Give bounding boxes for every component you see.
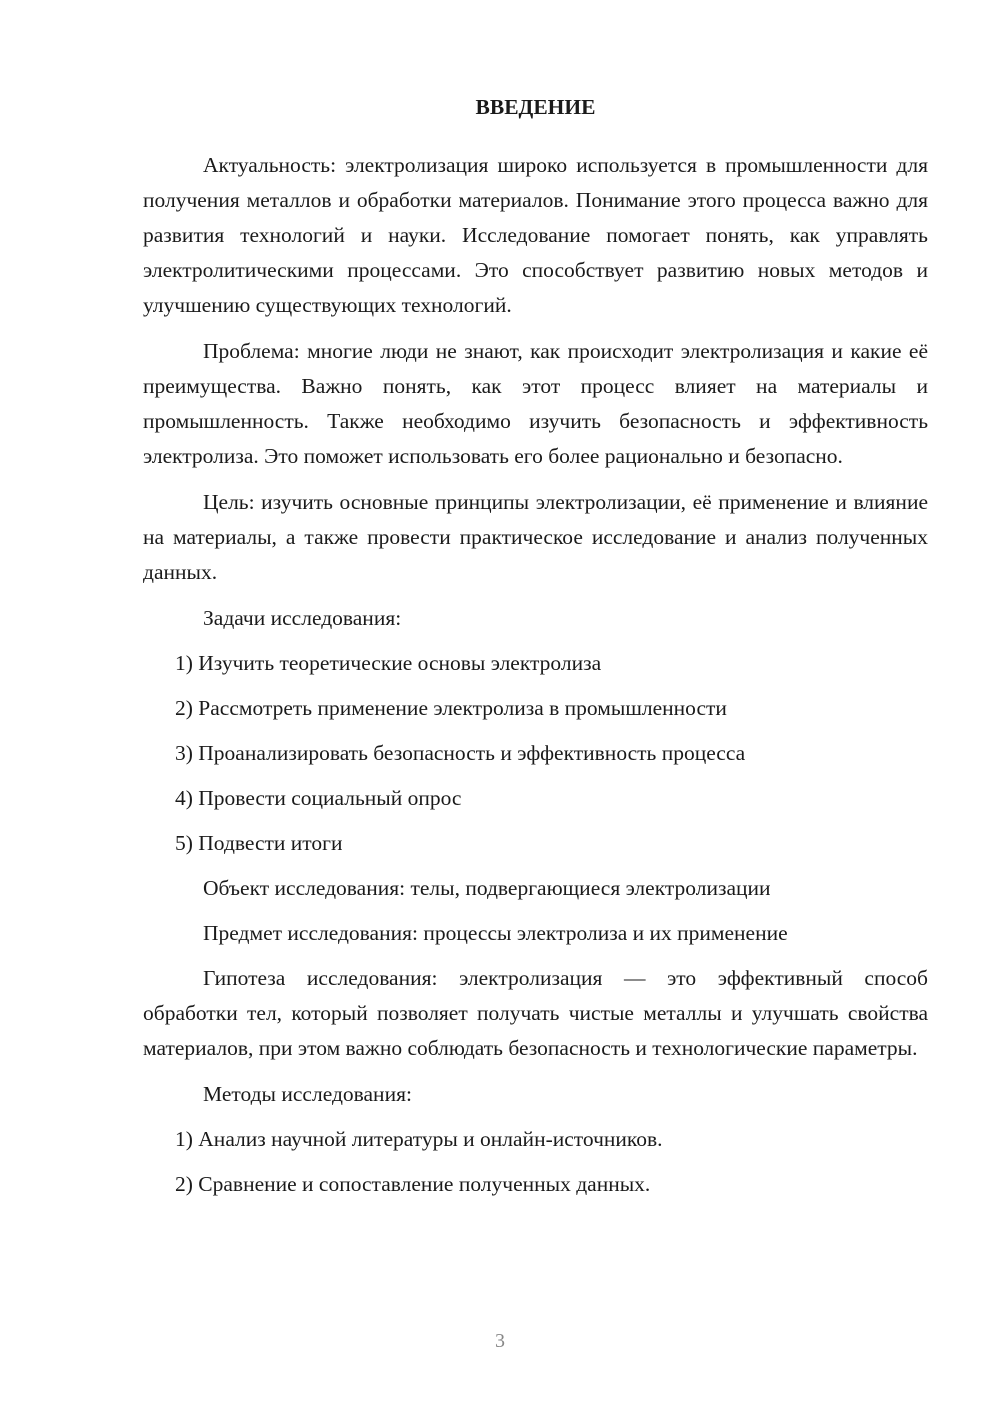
goal-paragraph: Цель: изучить основные принципы электролизации, её применение и влияние на материалы, а также провести практическое исследование и анализ полученных данных. bbox=[143, 490, 928, 584]
task-item: 3) Проанализировать безопасность и эффективность процесса bbox=[175, 741, 746, 765]
section-title: ВВЕДЕНИЕ bbox=[475, 95, 596, 119]
task-item: 5) Подвести итоги bbox=[175, 831, 343, 855]
method-item: 2) Сравнение и сопоставление полученных данных. bbox=[175, 1172, 651, 1196]
relevance-paragraph: Актуальность: электролизация широко используется в промышленности для получения металлов и обработки материалов. Понимание этого процесса важно для развития технологий и науки. Исследование помогает понять, как управлять электролитическими процессами. Это способствует развитию новых методов и улучшению существующих технологий. bbox=[143, 153, 928, 317]
task-item: 4) Провести социальный опрос bbox=[175, 786, 462, 810]
research-object: Объект исследования: телы, подвергающиеся электролизации bbox=[203, 876, 771, 900]
document-page bbox=[143, 90, 928, 1212]
problem-paragraph: Проблема: многие люди не знают, как происходит электролизация и какие её преимущества. Важно понять, как этот процесс влияет на материалы и промышленность. Также необходимо изучить безопасность и эффективность электролиза. Это поможет использовать его более рационально и безопасно. bbox=[143, 339, 928, 468]
page-number: 3 bbox=[495, 1330, 505, 1352]
hypothesis-paragraph: Гипотеза исследования: электролизация — это эффективный способ обработки тел, который позволяет получать чистые металлы и улучшать свойства материалов, при этом важно соблюдать безопасность и технологические параметры. bbox=[143, 966, 928, 1060]
task-item: 1) Изучить теоретические основы электролиза bbox=[175, 651, 602, 675]
tasks-heading: Задачи исследования: bbox=[203, 606, 402, 630]
method-item: 1) Анализ научной литературы и онлайн-источников. bbox=[175, 1127, 663, 1151]
task-item: 2) Рассмотреть применение электролиза в промышленности bbox=[175, 696, 727, 720]
research-subject: Предмет исследования: процессы электролиза и их применение bbox=[203, 921, 788, 945]
methods-heading: Методы исследования: bbox=[203, 1082, 412, 1106]
